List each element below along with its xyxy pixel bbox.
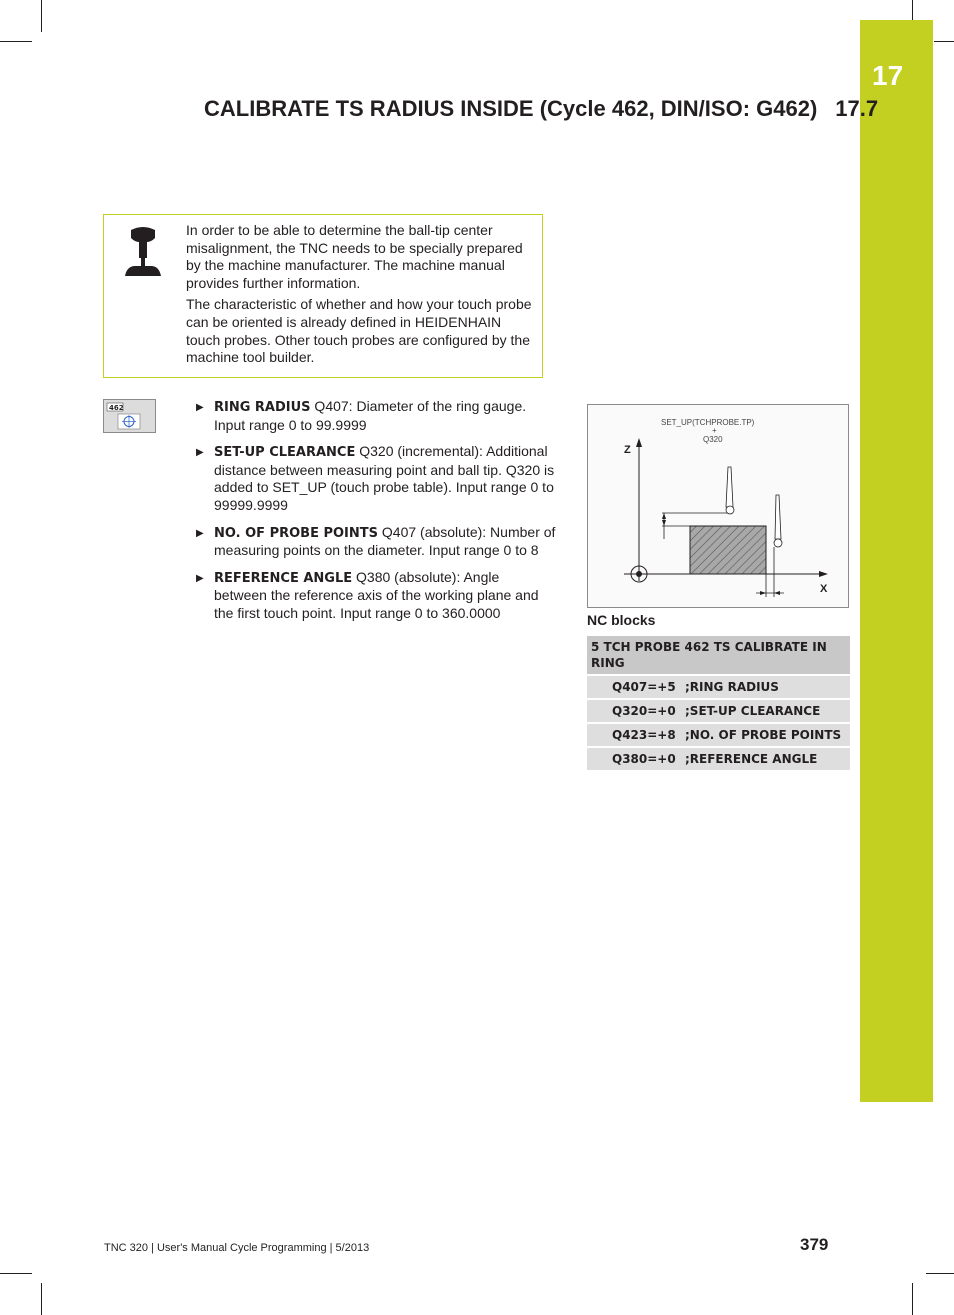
probe-stylus-2 <box>775 495 781 539</box>
crop-mark <box>0 41 32 42</box>
note-text <box>186 222 534 371</box>
triangle-bullet-icon: ▶ <box>196 572 204 584</box>
workpiece-block <box>690 526 766 574</box>
page-number: 379 <box>800 1235 829 1254</box>
param-text: Q407: Diameter of the ring gauge. Input range 0 to 99.9999 <box>214 398 527 433</box>
param-name: NO. OF PROBE POINTS <box>214 525 378 541</box>
cycle-icon-label: 462 <box>109 404 124 412</box>
nc-row <box>587 724 850 746</box>
crop-mark <box>912 0 913 20</box>
probe-ball-2 <box>774 539 782 547</box>
nc-header: 5 TCH PROBE 462 TS CALIBRATE IN RING <box>587 636 850 674</box>
param-item <box>196 569 556 623</box>
nc-comment: ;REFERENCE ANGLE <box>685 752 818 766</box>
crop-mark <box>41 1283 42 1315</box>
cycle-462-softkey-icon <box>103 399 156 433</box>
nc-comment: ;NO. OF PROBE POINTS <box>685 728 842 742</box>
triangle-bullet-icon: ▶ <box>196 447 204 459</box>
triangle-bullet-icon: ▶ <box>196 402 204 413</box>
parameter-list <box>196 398 556 632</box>
crop-mark <box>926 1273 954 1274</box>
nc-comment: ;SET-UP CLEARANCE <box>685 704 821 718</box>
triangle-bullet-icon: ▶ <box>196 527 204 539</box>
nc-blocks-table <box>587 636 850 770</box>
param-name: REFERENCE ANGLE <box>214 570 353 586</box>
crop-mark <box>0 1273 32 1274</box>
page-header <box>204 96 878 122</box>
footer-text: TNC 320 | User's Manual Cycle Programming | 5/2013 <box>104 1242 370 1254</box>
crop-mark <box>912 1283 913 1315</box>
note-paragraph: The characteristic of whether and how your touch probe can be oriented is already defined in HEIDENHAIN touch probes. Other touch probes are configured by the machine tool builder. <box>186 296 532 366</box>
diagram-label-plus: + <box>712 426 717 435</box>
param-text: Q380 (absolute): Angle between the reference axis of the working plane and the first touch point. Input range 0 to 360.0000 <box>214 568 539 621</box>
nc-row <box>587 676 850 698</box>
attention-hand-icon <box>123 224 163 280</box>
axis-x-label: X <box>820 583 828 595</box>
param-item <box>196 443 556 514</box>
nc-row <box>587 700 850 722</box>
header-title: CALIBRATE TS RADIUS INSIDE (Cycle 462, DIN/ISO: G462) <box>204 96 818 121</box>
param-item <box>196 524 556 560</box>
setup-clearance-diagram <box>587 404 849 608</box>
nc-param: Q423=+8 <box>612 728 676 742</box>
param-name: SET-UP CLEARANCE <box>214 445 356 461</box>
nc-row <box>587 748 850 770</box>
param-name: RING RADIUS <box>214 400 311 415</box>
chapter-number: 17 <box>872 60 904 91</box>
diagram-label-q320: Q320 <box>703 435 723 444</box>
nc-param: Q380=+0 <box>612 752 676 766</box>
header-section: 17.7 <box>835 96 879 121</box>
crop-mark <box>934 41 954 42</box>
diagram-label-setup: SET_UP(TCHPROBE.TP) <box>661 418 755 427</box>
param-text: Q320 (incremental): Additional distance between measuring point and ball tip. Q320 is added to SET_UP (touch probe table). Input range 0 to 99999.9999 <box>214 443 555 513</box>
z-axis-arrow <box>636 438 642 447</box>
nc-param: Q320=+0 <box>612 704 676 718</box>
probe-stylus-1 <box>726 467 733 507</box>
note-paragraph: In order to be able to determine the ball-tip center misalignment, the TNC needs to be specially prepared by the machine manufacturer. The machine manual provides further information. <box>186 222 523 291</box>
chapter-tab <box>860 20 933 1102</box>
axis-z-label: Z <box>624 444 631 456</box>
param-text: Q407 (absolute): Number of measuring points on the diameter. Input range 0 to 8 <box>214 523 556 559</box>
origin-dot <box>636 571 642 577</box>
param-item <box>196 398 556 434</box>
crop-mark <box>41 0 42 32</box>
nc-param: Q407=+5 <box>612 680 676 694</box>
x-axis-arrow <box>819 571 828 577</box>
nc-comment: ;RING RADIUS <box>685 680 779 694</box>
probe-ball-1 <box>726 506 734 514</box>
nc-blocks-title: NC blocks <box>587 612 656 628</box>
